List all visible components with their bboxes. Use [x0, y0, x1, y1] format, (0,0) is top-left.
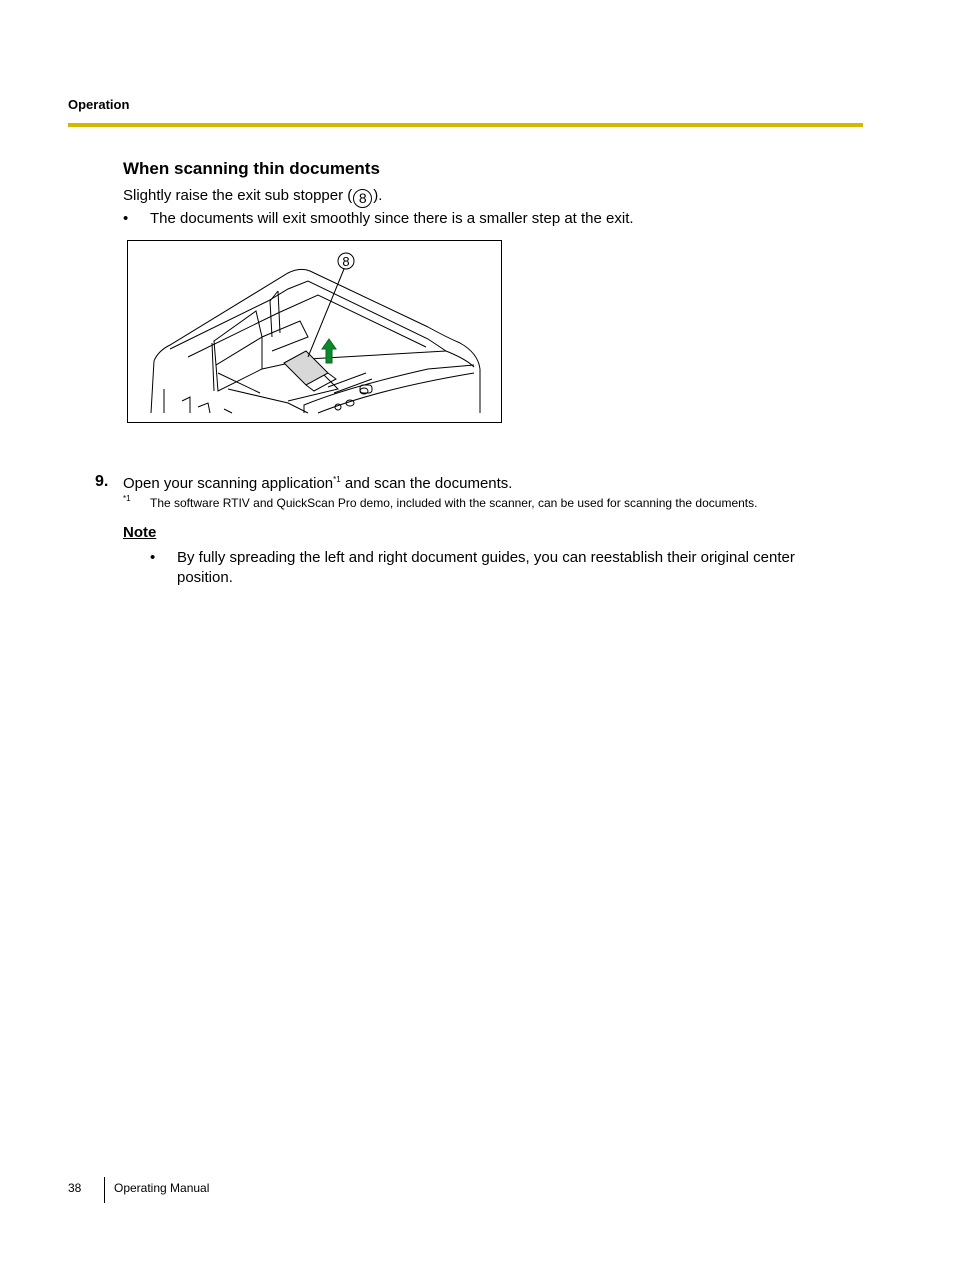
callout-circle: 8 [353, 189, 372, 208]
bullet-icon: • [150, 549, 156, 566]
step-text [123, 474, 512, 494]
step-number: 9. [95, 473, 109, 490]
page-number: 38 [68, 1181, 82, 1195]
header-rule [68, 123, 863, 127]
footnote-mark: *1 [123, 494, 131, 503]
bullet-icon: • [123, 210, 129, 227]
footer-manual-title: Operating Manual [114, 1181, 210, 1195]
raise-arrow-icon [322, 339, 336, 363]
scanner-drawing [128, 241, 501, 422]
footer-divider [104, 1177, 105, 1203]
subsection-heading: When scanning thin documents [123, 159, 380, 178]
footnote-text: The software RTIV and QuickScan Pro demo, included with the scanner, can be used for scanning the documents. [150, 496, 758, 510]
footnote-ref: *1 [333, 475, 341, 484]
bullet-text: The documents will exit smoothly since there is a smaller step at the exit. [150, 210, 634, 227]
section-label: Operation [68, 97, 130, 112]
figure-callout-label: 8 [342, 254, 350, 269]
scanner-illustration [127, 240, 502, 423]
instruction-text-after: ). [373, 187, 383, 204]
instruction-text-before: Slightly raise the exit sub stopper ( [123, 187, 353, 204]
note-title: Note [123, 524, 157, 541]
step-text-after: and scan the documents. [340, 475, 513, 492]
note-bullet-text: By fully spreading the left and right document guides, you can reestablish their original center position. [177, 549, 795, 586]
instruction-paragraph [123, 186, 382, 208]
step-text-before: Open your scanning application [123, 475, 334, 492]
